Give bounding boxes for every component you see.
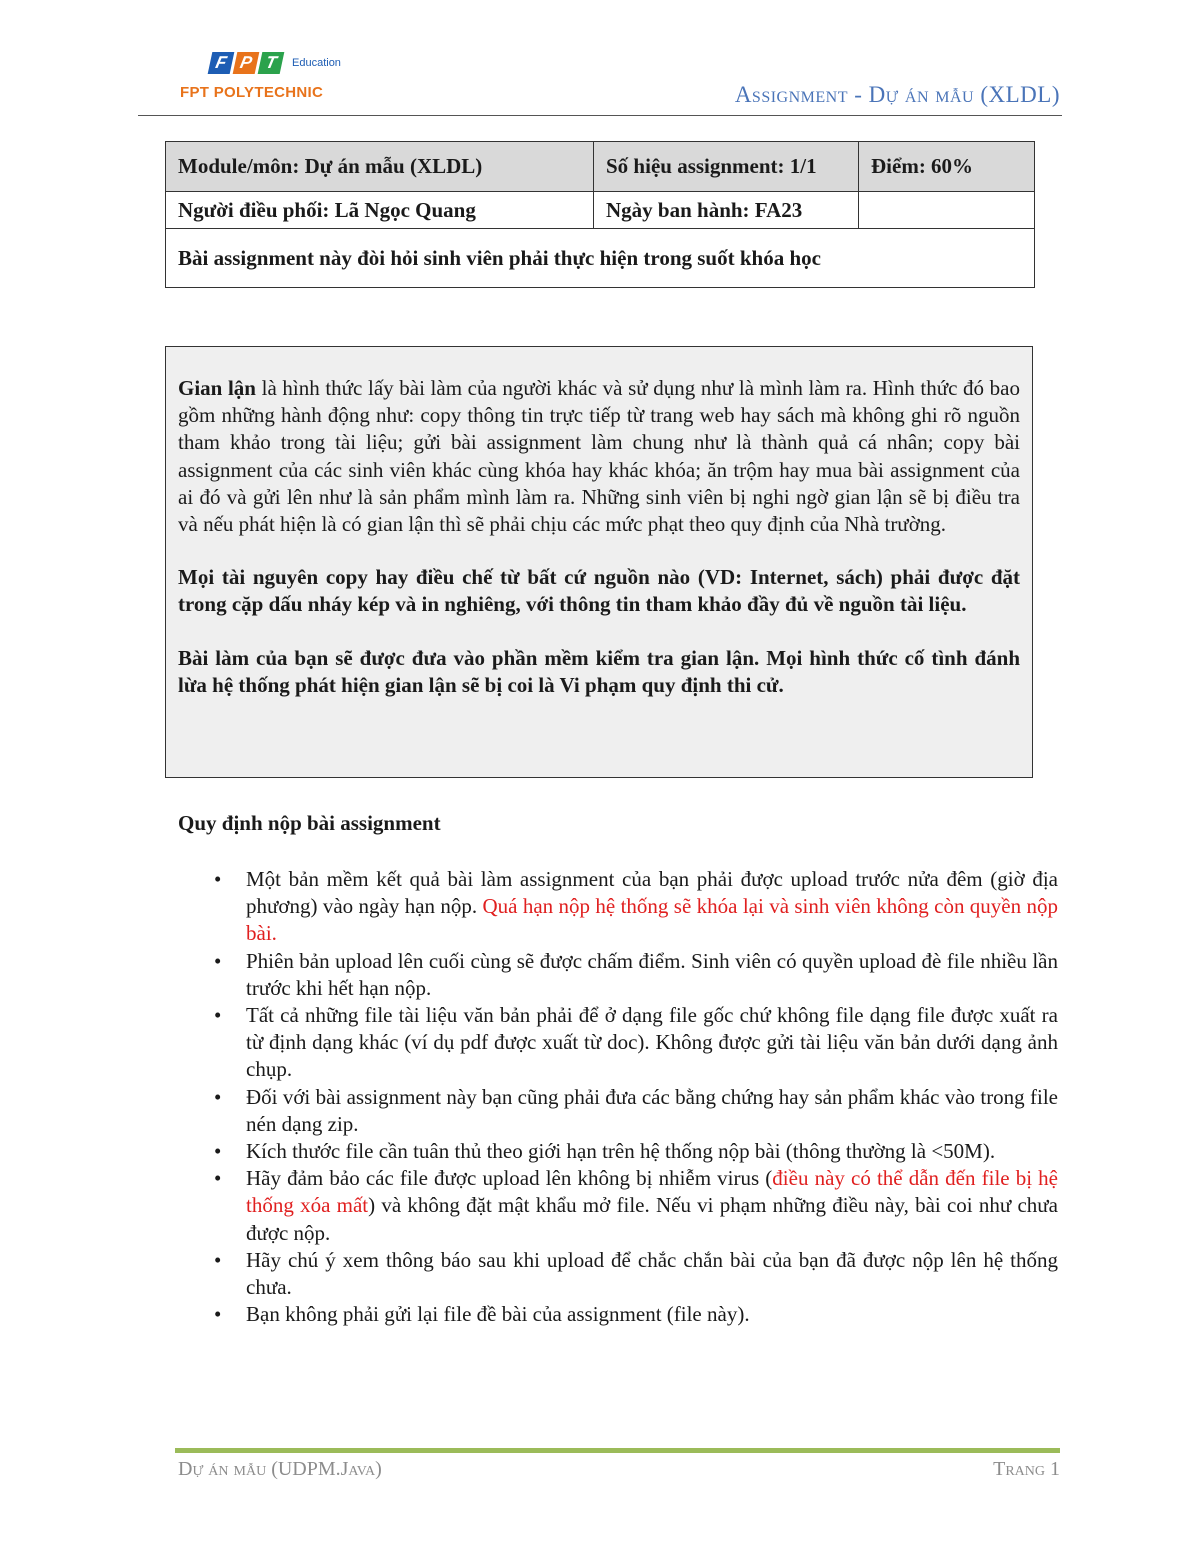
citation-rule-text: Mọi tài nguyên copy hay điều chế từ bất cứ nguồn nào (VD: Internet, sách) phải được đặt trong cặp dấu nháy kép và in nghiêng, với thông tin tham khảo đầy đủ về nguồn tài liệu. — [178, 565, 1020, 617]
page-number: Trang 1 — [993, 1458, 1060, 1480]
plagiarism-check-paragraph — [178, 645, 1020, 699]
rule-text: Phiên bản upload lên cuối cùng sẽ được chấm điểm. Sinh viên có quyền upload đè file nhiều lần trước khi hết hạn nộp. — [246, 948, 1058, 1000]
rule-text: Đối với bài assignment này bạn cũng phải đưa các bằng chứng hay sản phẩm khác vào trong file nén dạng zip. — [246, 1084, 1058, 1136]
list-item — [178, 1138, 1058, 1165]
header-divider — [138, 115, 1062, 116]
rule-text: Bạn không phải gửi lại file đề bài của assignment (file này). — [246, 1302, 750, 1327]
logo-letter-t: T — [258, 52, 285, 74]
list-item — [178, 1002, 1058, 1084]
list-item — [178, 1301, 1058, 1328]
footer-divider — [175, 1448, 1060, 1453]
plagiarism-definition-text: là hình thức lấy bài làm của người khác và sử dụng như là mình làm ra. Hình thức đó bao gồm những hành động như: copy thông tin trực tiếp từ trang web hay sách mà không ghi rõ nguồn tham khảo trong tài liệu; gửi bài assignment làm chung như là thành quả cá nhân; copy bài assignment của các sinh viên khác cùng khóa hay khác khóa; ăn trộm hay mua bài assignment của ai đó và gửi lên như là sản phẩm mình làm ra. Những sinh viên bị nghi ngờ gian lận sẽ bị điều tra và nếu phát hiện là có gian lận thì sẽ phải chịu các mức phạt theo quy định của Nhà trường. — [178, 376, 1020, 537]
bullet-icon: • — [214, 1247, 222, 1272]
list-item — [178, 948, 1058, 1002]
list-item — [178, 1084, 1058, 1138]
table-row — [166, 142, 1035, 192]
rule-text: Hãy chú ý xem thông báo sau khi upload để chắc chắn bài của bạn đã được nộp lên hệ thống chưa. — [246, 1247, 1058, 1300]
rule-warning-text: điều này có thể dẫn đến file bị hệ thống xóa mất — [246, 1166, 1058, 1218]
assignment-info-table — [165, 141, 1035, 288]
bullet-icon: • — [214, 1166, 222, 1191]
fpt-logo-mark — [210, 52, 282, 76]
bullet-icon: • — [214, 1139, 222, 1164]
score-cell: Điểm: 60% — [859, 142, 1035, 192]
rule-text: Tất cả những file tài liệu văn bản phải để ở dạng file gốc chứ không file dạng file được xuất ra từ định dạng khác (ví dụ pdf được xuất từ doc). Không được gửi tài liệu văn bản dưới dạng ảnh chụp. — [246, 1003, 1058, 1082]
bullet-icon: • — [214, 1003, 222, 1028]
logo-letter-f: F — [208, 52, 235, 74]
bullet-icon: • — [214, 1302, 222, 1327]
document-header-title: Assignment - Dự án mẫu (XLDL) — [734, 82, 1060, 107]
rule-text: Hãy đảm bảo các file được upload lên không bị nhiễm virus ( — [246, 1166, 773, 1191]
course-note-cell: Bài assignment này đòi hỏi sinh viên phải thực hiện trong suốt khóa học — [166, 229, 1035, 288]
empty-cell — [859, 192, 1035, 229]
coordinator-cell: Người điều phối: Lã Ngọc Quang — [166, 192, 594, 229]
plagiarism-term: Gian lận — [178, 376, 256, 400]
plagiarism-check-text: Bài làm của bạn sẽ được đưa vào phần mềm kiểm tra gian lận. Mọi hình thức cố tình đánh lừa hệ thống phát hiện gian lận sẽ bị coi là Vi phạm quy định thi cử. — [178, 645, 1020, 697]
bullet-icon: • — [214, 867, 222, 891]
assignment-number-cell: Số hiệu assignment: 1/1 — [594, 142, 859, 192]
rule-text-after: ) và không đặt mật khẩu mở file. Nếu vi phạm những điều này, bài coi như chưa được nộp. — [246, 1193, 1058, 1245]
citation-rule-paragraph — [178, 564, 1020, 618]
bullet-icon: • — [214, 948, 222, 973]
logo-letter-p: P — [233, 52, 260, 74]
fpt-polytechnic-logo — [178, 50, 358, 110]
rule-text: Một bản mềm kết quả bài làm assignment của bạn phải được upload trước nửa đêm (giờ địa phương) vào ngày hạn nộp. — [246, 867, 1058, 919]
logo-education-text: Education — [292, 57, 341, 69]
plagiarism-definition-paragraph — [178, 375, 1020, 538]
table-row — [166, 229, 1035, 288]
logo-polytechnic-text: FPT POLYTECHNIC — [180, 84, 324, 101]
issue-date-cell: Ngày ban hành: FA23 — [594, 192, 859, 229]
rule-text: Kích thước file cần tuân thủ theo giới hạn trên hệ thống nộp bài (thông thường là <50M). — [246, 1139, 996, 1164]
submission-rules-title: Quy định nộp bài assignment — [178, 811, 441, 835]
submission-rules-list — [178, 866, 1058, 1328]
table-row — [166, 192, 1035, 229]
rule-warning-text: Quá hạn nộp hệ thống sẽ khóa lại và sinh viên không còn quyền nộp bài. — [246, 894, 1058, 946]
bullet-icon: • — [214, 1084, 222, 1109]
list-item — [178, 866, 1058, 948]
plagiarism-notice-box — [165, 346, 1033, 778]
footer-course-name: Dự án mẫu (UDPM.Java) — [178, 1458, 382, 1480]
list-item — [178, 1165, 1058, 1247]
module-cell: Module/môn: Dự án mẫu (XLDL) — [166, 142, 594, 192]
list-item — [178, 1247, 1058, 1301]
